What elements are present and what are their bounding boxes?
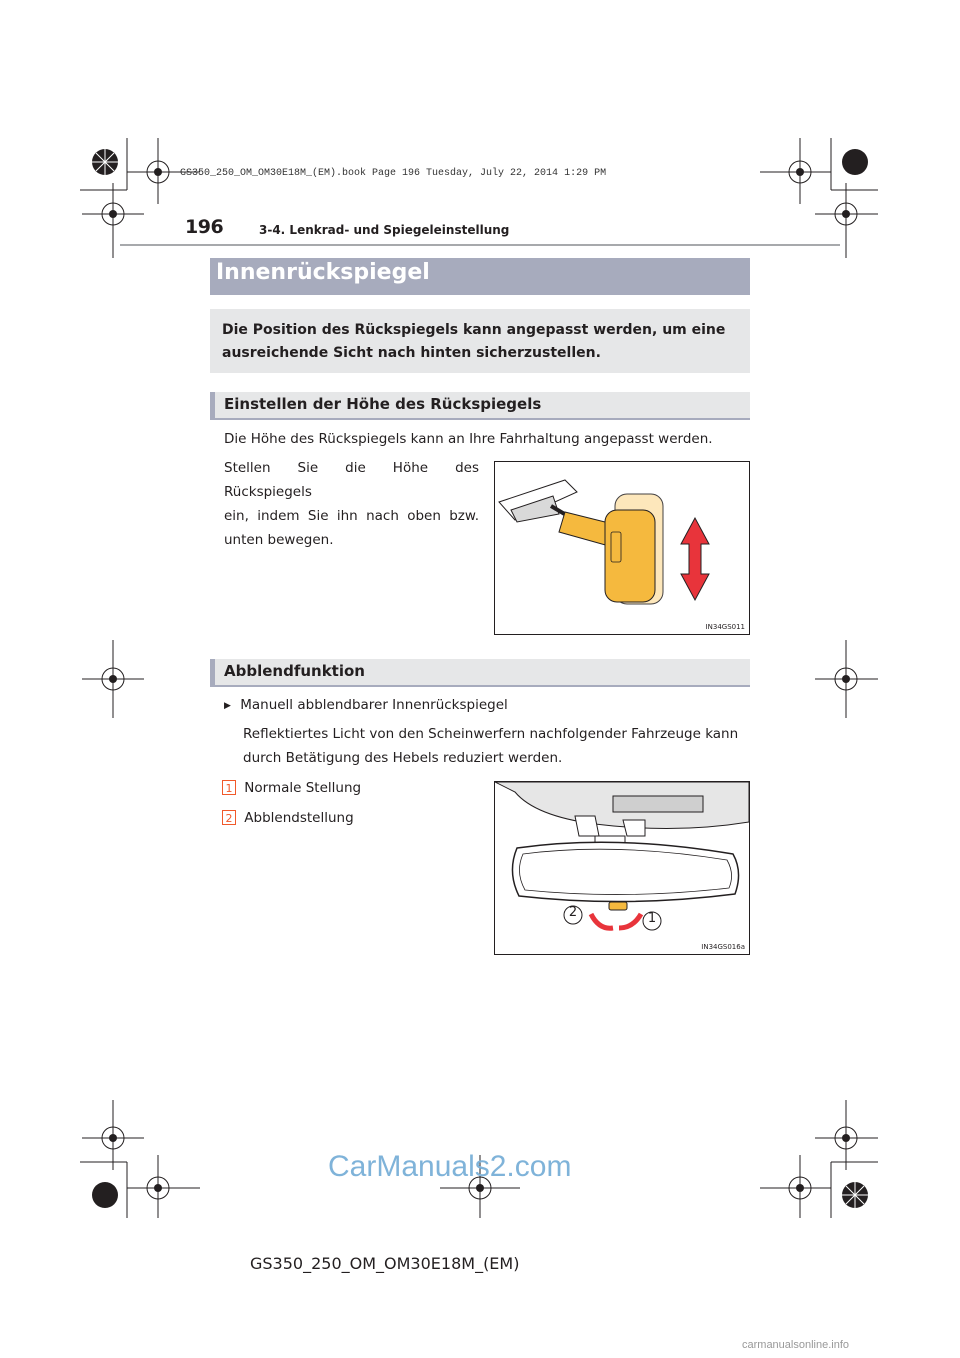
legend-label: Normale Stellung (244, 780, 362, 796)
section-path: 3-4. Lenkrad- und Spiegeleinstellung (259, 223, 510, 237)
mirror-dimming-illustration (495, 782, 749, 954)
figure-mirror-height (494, 461, 750, 635)
section-heading-height (210, 392, 750, 420)
print-slug: GS350_250_OM_OM30E18M_(EM).book Page 196 Tuesday, July 22, 2014 1:29 PM (180, 168, 607, 179)
figure-code: IN34GS011 (705, 623, 745, 631)
header-rule (120, 244, 840, 246)
figure-mirror-dimming (494, 781, 750, 955)
paragraph-dimming: Reflektiertes Licht von den Scheinwerfern nachfolgender Fahrzeuge kann durch Betätigung des Hebels reduziert werden. (243, 726, 739, 766)
bullet-label: Manuell abblendbarer Innenrückspiegel (240, 697, 508, 713)
triangle-bullet-icon: ▶ (224, 701, 231, 711)
bullet-item (224, 693, 508, 719)
figure-code: IN34GS016a (701, 943, 745, 951)
site-watermark: carmanualsonline.info (742, 1339, 850, 1351)
intro-text: Die Position des Rückspiegels kann angepasst werden, um eine ausreichende Sicht nach hinten sicherzustellen. (222, 322, 726, 361)
page-title: Innenrückspiegel (216, 260, 430, 285)
paragraph-height-instruction (224, 456, 479, 552)
document-code: GS350_250_OM_OM30E18M_(EM) (250, 1254, 520, 1273)
mirror-height-illustration (495, 462, 749, 634)
legend-item (222, 806, 354, 830)
instruction-line: Stellen Sie die Höhe des Rückspiegels (224, 460, 479, 500)
instruction-line: ein, indem Sie ihn nach oben bzw. (224, 508, 479, 524)
paragraph-height-intro: Die Höhe des Rückspiegels kann an Ihre Fahrhaltung angepasst werden. (224, 431, 713, 447)
callout-label: 2 (568, 905, 578, 920)
page-number: 196 (185, 216, 224, 238)
number-badge: 1 (222, 780, 236, 795)
number-badge: 2 (222, 810, 236, 825)
section-heading-dimming (210, 659, 750, 687)
watermark-text: CarManuals2.com (328, 1150, 572, 1183)
callout-label: 1 (647, 911, 657, 926)
section-heading-label: Abblendfunktion (224, 662, 365, 680)
section-heading-label: Einstellen der Höhe des Rückspiegels (224, 395, 542, 413)
legend-label: Abblendstellung (244, 810, 354, 826)
instruction-line: unten bewegen. (224, 532, 334, 548)
legend-item (222, 776, 361, 800)
